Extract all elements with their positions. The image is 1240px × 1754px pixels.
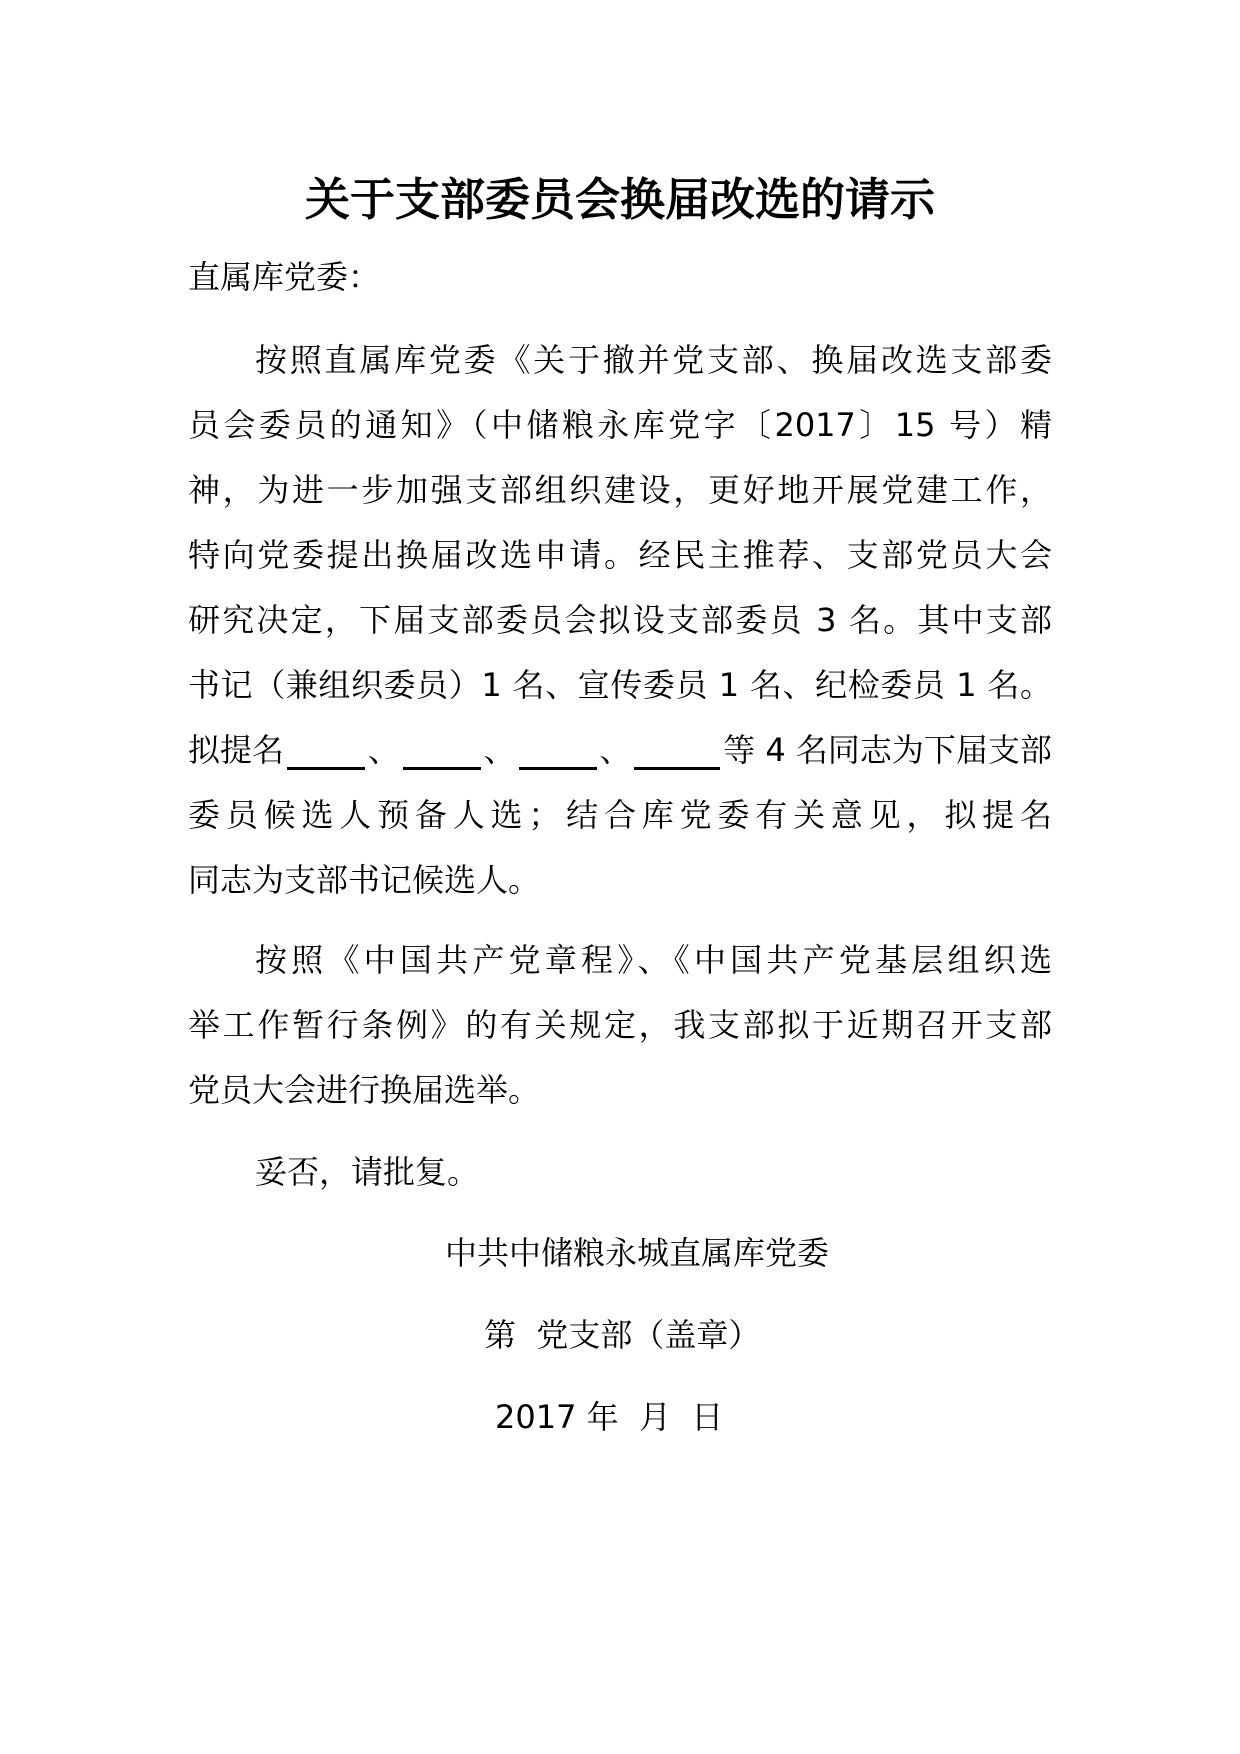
body-paragraph-regulations [188,928,1052,1123]
signature-branch-seal: 第 党支部（盖章） [484,1316,761,1354]
body-line: 按照《中国共产党章程》、《中国共产党基层组织选 [255,941,1052,979]
nomination-line [188,718,1052,783]
body-line: 书记（兼组织委员）1 名、宣传委员 1 名、纪检委员 1 名。 [188,666,1052,704]
blank-underline [519,718,597,770]
body-line: 员会委员的通知》（中储粮永库党字〔2017〕15 号）精 [188,406,1052,444]
signature-date: 2017 年 月 日 [495,1398,724,1436]
blank-underline [287,718,365,770]
separator-text: 、 [367,731,400,769]
body-line: 研究决定，下届支部委员会拟设支部委员 3 名。其中支部 [188,601,1052,639]
nomination-lead-text: 拟提名 [188,731,285,769]
signature-organization: 中共中储粮永城直属库党委 [445,1234,830,1272]
body-paragraph-request [188,328,1052,913]
body-line: 委员候选人预备人选；结合库党委有关意见，拟提名 [188,796,1052,834]
body-line: 举工作暂行条例》的有关规定，我支部拟于近期召开支部 [188,1006,1052,1044]
blank-underline [634,718,720,770]
closing-request: 妥否，请批复。 [255,1153,480,1191]
body-line: 同志为支部书记候选人。 [188,861,541,899]
document-title: 关于支部委员会换届改选的请示 [304,173,935,226]
salutation: 直属库党委： [188,258,381,296]
body-line: 神，为进一步加强支部组织建设，更好地开展党建工作， [188,471,1052,509]
separator-text: 、 [483,731,516,769]
nomination-tail-text: 等 4 名同志为下届支部 [723,731,1052,769]
body-line: 特向党委提出换届改选申请。经民主推荐、支部党员大会 [188,536,1052,574]
body-line: 党员大会进行换届选举。 [188,1071,541,1109]
body-line: 按照直属库党委《关于撤并党支部、换届改选支部委 [255,341,1052,379]
blank-underline [403,718,481,770]
separator-text: 、 [599,731,632,769]
